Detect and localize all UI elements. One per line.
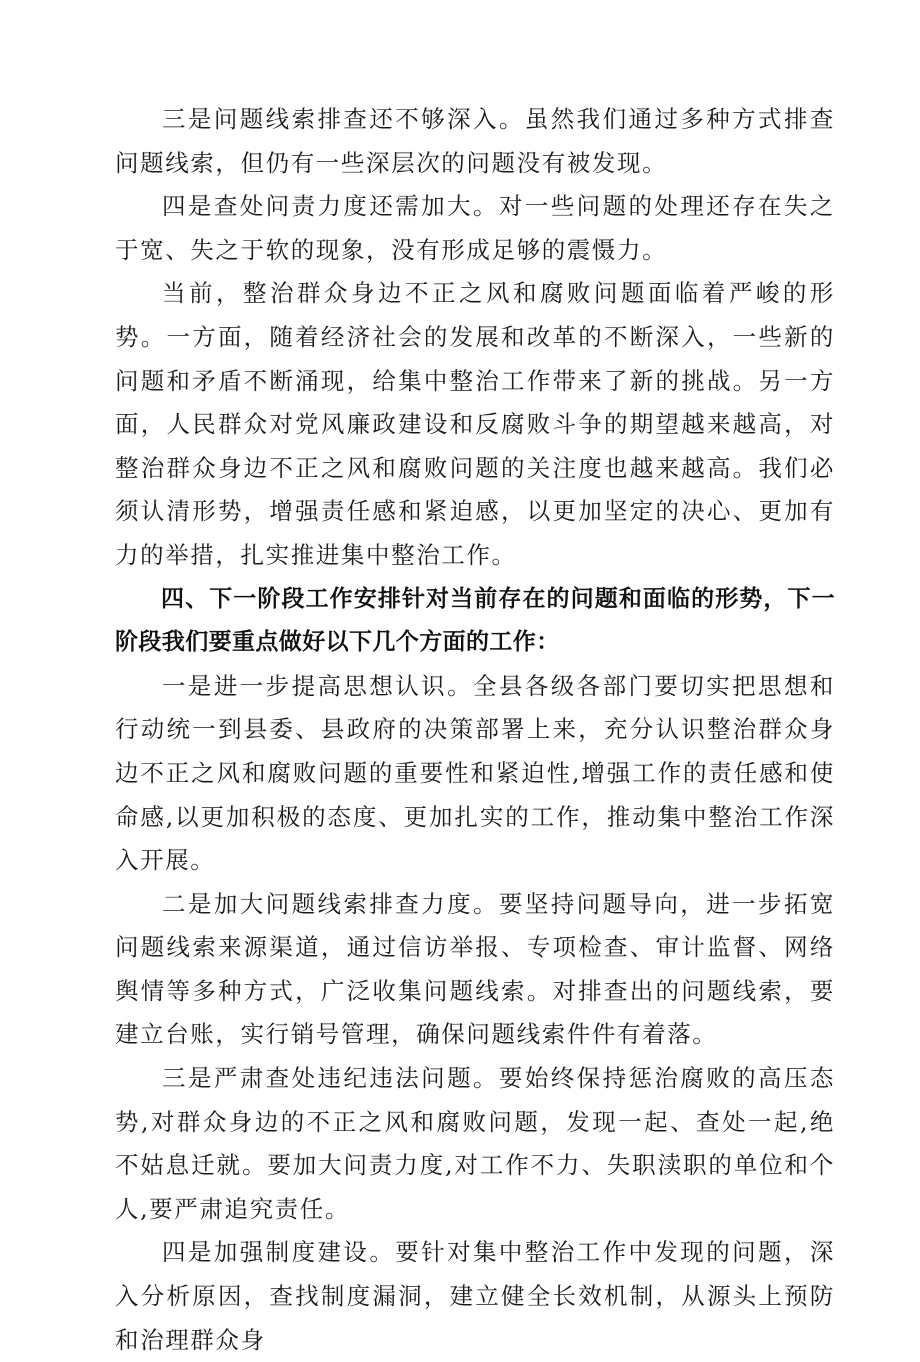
section-heading-next-stage: 四、下一阶段工作安排针对当前存在的问题和面临的形势，下一阶段我们要重点做好以下几个方面的工作： bbox=[115, 585, 835, 656]
paragraph-current-situation: 当前，整治群众身边不正之风和腐败问题面临着严峻的形势。一方面，随着经济社会的发展和改革的不断深入，一些新的问题和矛盾不断涌现，给集中整治工作带来了新的挑战。另一方面，人民群众对党风廉政建设和反腐败斗争的期望越来越高，对整治群众身边不正之风和腐败问题的关注度也越来越高。我们必须认清形势，增强责任感和紧迫感，以更加坚定的决心、更加有力的举措，扎实推进集中整治工作。 bbox=[115, 279, 835, 569]
paragraph-accountability-strength: 四是查处问责力度还需加大。对一些问题的处理还存在失之于宽、失之于软的现象，没有形成足够的震慑力。 bbox=[115, 192, 835, 264]
paragraph-investigate-violations: 三是严肃查处违纪违法问题。要始终保持惩治腐败的高压态势,对群众身边的不正之风和腐败问题，发现一起、查处一起,绝不姑息迁就。要加大问责力度,对工作不力、失职渎职的单位和个人,要严肃追究责任。 bbox=[115, 1064, 835, 1223]
paragraph-system-building: 四是加强制度建设。要针对集中整治工作中发现的问题，深入分析原因，查找制度漏洞，建立健全长效机制，从源头上预防和治理群众身 bbox=[115, 1238, 835, 1354]
document-body bbox=[115, 98, 835, 1362]
paragraph-improve-awareness: 一是进一步提高思想认识。全县各级各部门要切实把思想和行动统一到县委、县政府的决策部署上来，充分认识整治群众身边不正之风和腐败问题的重要性和紧迫性,增强工作的责任感和使命感,以更加积极的态度、更加扎实的工作，推动集中整治工作深入开展。 bbox=[115, 671, 835, 875]
paragraph-clue-investigation-effort: 二是加大问题线索排查力度。要坚持问题导向，进一步拓宽问题线索来源渠道，通过信访举报、专项检查、审计监督、网络舆情等多种方式，广泛收集问题线索。对排查出的问题线索，要建立台账，实行销号管理，确保问题线索件件有着落。 bbox=[115, 889, 835, 1049]
paragraph-problem-clue-investigation: 三是问题线索排查还不够深入。虽然我们通过多种方式排查问题线索，但仍有一些深层次的问题没有被发现。 bbox=[115, 105, 835, 177]
